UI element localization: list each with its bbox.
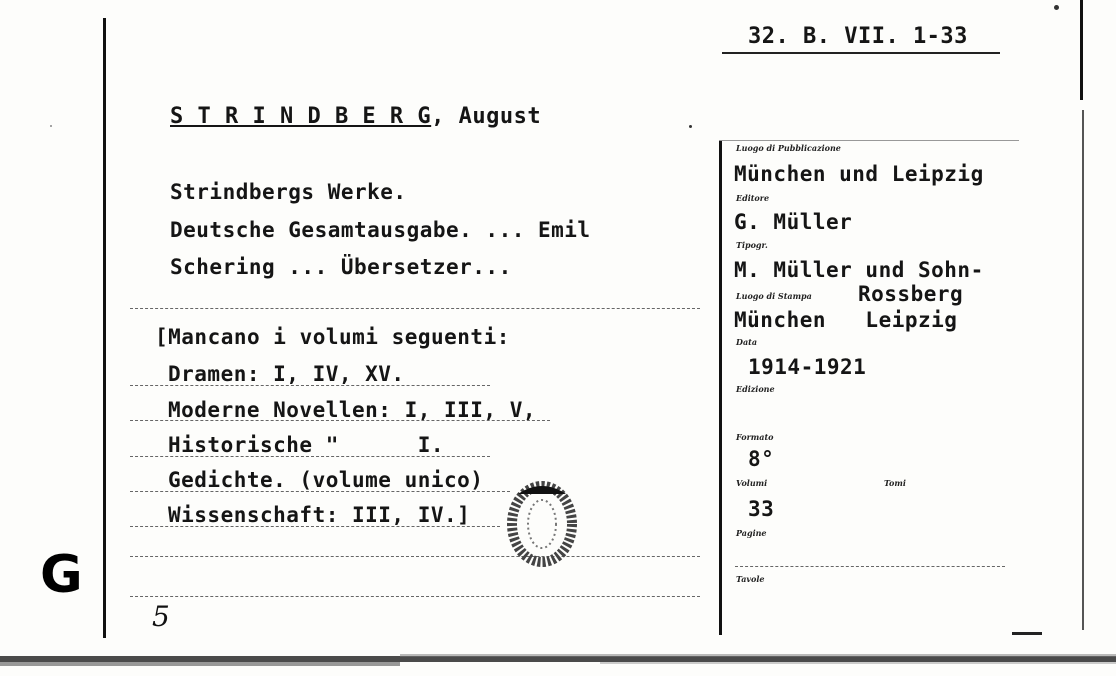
title-line-1: Strindbergs Werke. bbox=[170, 180, 407, 204]
underline-dash bbox=[130, 420, 550, 421]
plates-label: Tavole bbox=[736, 574, 765, 584]
right-edge-line-lower bbox=[1082, 110, 1084, 630]
missing-volume-line: Dramen: I, IV, XV. bbox=[168, 362, 405, 386]
missing-volume-line: Gedichte. (volume unico) bbox=[168, 468, 484, 492]
scan-dot bbox=[1054, 5, 1059, 10]
printer-label: Tipogr. bbox=[736, 240, 768, 250]
scan-noise-strip bbox=[0, 650, 1116, 676]
author-surname: S T R I N D B E R G bbox=[170, 104, 432, 129]
date-label: Data bbox=[736, 337, 757, 347]
format-label: Formato bbox=[736, 432, 774, 442]
author-separator: , bbox=[431, 104, 445, 129]
right-panel-top bbox=[719, 140, 1019, 141]
date-value: 1914-1921 bbox=[748, 355, 867, 379]
edition-label: Edizione bbox=[736, 384, 775, 394]
call-number-underline bbox=[722, 52, 1000, 54]
author-heading bbox=[170, 104, 541, 129]
underline-dash bbox=[130, 526, 500, 527]
underline-dash bbox=[130, 456, 490, 457]
divider-dashed bbox=[130, 596, 700, 597]
scan-dot bbox=[689, 125, 692, 128]
missing-volume-line: Moderne Novellen: I, III, V, bbox=[168, 398, 537, 422]
right-edge-line bbox=[1080, 0, 1083, 100]
place-value: München und Leipzig bbox=[734, 162, 984, 186]
author-forename: August bbox=[458, 104, 542, 129]
missing-volumes-heading: [Mancano i volumi seguenti: bbox=[155, 325, 510, 349]
scan-mark bbox=[1012, 632, 1042, 635]
divider-dashed bbox=[130, 308, 700, 309]
underline-dash bbox=[130, 385, 490, 386]
stamp-seal-icon bbox=[498, 480, 590, 572]
divider-dashed bbox=[130, 556, 700, 557]
publisher-value: G. Müller bbox=[734, 210, 853, 234]
missing-volume-line: Historische " I. bbox=[168, 433, 445, 457]
left-border-line bbox=[103, 18, 106, 638]
right-panel-dash bbox=[735, 566, 1005, 567]
underline-dash bbox=[130, 491, 510, 492]
tomes-label: Tomi bbox=[884, 478, 906, 488]
side-letter: G bbox=[40, 545, 83, 605]
volumes-value: 33 bbox=[748, 497, 775, 521]
title-line-2: Deutsche Gesamtausgabe. ... Emil bbox=[170, 218, 591, 242]
pages-label: Pagine bbox=[736, 528, 767, 538]
volumes-label: Volumi bbox=[736, 478, 768, 488]
printer-value: M. Müller und Sohn- bbox=[734, 258, 984, 282]
call-number: 32. B. VII. 1-33 bbox=[748, 24, 968, 49]
place-label: Luogo di Pubblicazione bbox=[736, 143, 841, 153]
publisher-label: Editore bbox=[736, 193, 770, 203]
title-line-3: Schering ... Übersetzer... bbox=[170, 255, 512, 279]
printer-value-cont: Rossberg bbox=[858, 282, 964, 306]
missing-volume-line: Wissenschaft: III, IV.] bbox=[168, 503, 471, 527]
format-value: 8° bbox=[748, 447, 775, 471]
right-panel-border bbox=[719, 140, 722, 635]
handwritten-mark: 5 bbox=[152, 600, 170, 633]
scan-dot bbox=[50, 125, 52, 127]
print-place-value: München Leipzig bbox=[734, 308, 958, 332]
print-place-label: Luogo di Stampa bbox=[736, 291, 812, 301]
